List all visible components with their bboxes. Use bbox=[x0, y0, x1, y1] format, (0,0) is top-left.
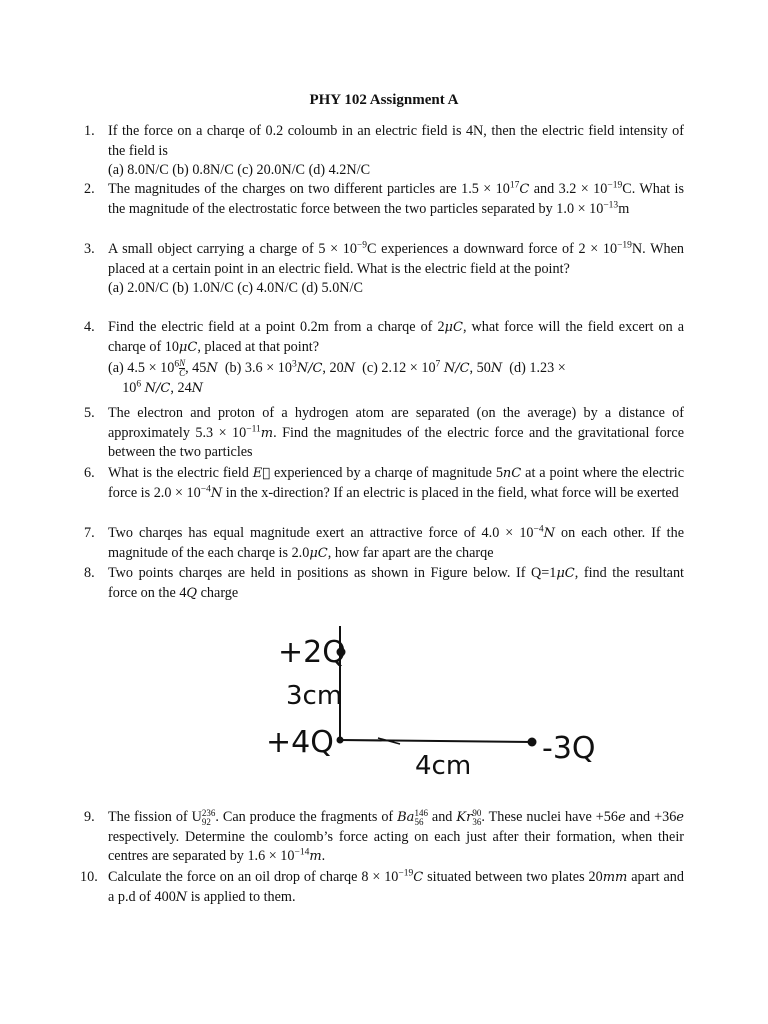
question-10 bbox=[80, 868, 684, 907]
question-7 bbox=[84, 524, 684, 563]
question-text: The fission of U 236 92 . Can produce the fragments of Ba 146 56 and Kr 90 36 . These nuclei have +56e and +36e respectively. Determine the coulomb’s force acting on each just after their formation, when their centres are separated by $1.6 \times 10^{-14}m$. bbox=[108, 807, 684, 864]
question-2 bbox=[84, 180, 684, 219]
question-5 bbox=[84, 404, 684, 463]
question-8 bbox=[84, 564, 684, 603]
question-number: 8. bbox=[84, 565, 95, 581]
question-number: 2. bbox=[84, 181, 95, 197]
bottom-distance-label: 4cm bbox=[415, 751, 472, 781]
answer-options: (a) $4.5 \times 10^6$ $\frac{N}{C}$ , 45N (b) $3.6 \times 10^3N/C$, 20N (c) $2.12 \times 10^7$ N/C, 50N (d) 1.23 × $10^6$ N/C, 24N bbox=[108, 358, 566, 396]
question-text: Calculate the force on an oil drop of charqe $8 \times 10^{-19}C$ situated between two plates 20mm apart and a p.d of 400N is applied to them. bbox=[108, 868, 684, 905]
question-text: If the force on a charqe of 0.2 coloumb in an electric field is 4N, then the electric field intensity of the field is bbox=[108, 123, 684, 159]
answer-options: (a) 8.0N/C (b) 0.8N/C (c) 20.0N/C (d) 4.2N/C bbox=[108, 162, 371, 178]
question-4 bbox=[84, 318, 684, 398]
corner-charge-dot bbox=[337, 737, 344, 744]
side-distance-label: 3cm bbox=[286, 681, 343, 711]
question-number: 6. bbox=[84, 465, 95, 481]
right-charge-label: -3Q bbox=[542, 731, 596, 766]
question-number: 5. bbox=[84, 405, 95, 421]
question-number: 9. bbox=[84, 809, 95, 825]
question-text: The electron and proton of a hydrogen atom are separated (on the average) by a distance of approximately $5.3 \times 10^{-11}m$. Find the magnitudes of the electric force and the gravitational force between the two particles bbox=[108, 405, 684, 460]
page-title: PHY 102 Assignment A bbox=[309, 92, 459, 108]
question-number: 1. bbox=[84, 123, 95, 139]
question-1 bbox=[84, 122, 684, 181]
question-3 bbox=[84, 240, 684, 299]
horizontal-line bbox=[340, 740, 532, 742]
charges-figure bbox=[250, 612, 630, 792]
top-charge-label: +2Q bbox=[278, 635, 346, 670]
question-text: A small object carrying a charge of $5 \times 10^{-9}C$ experiences a downward force of $2 \times 10^{-19}N$. When placed at a certain point in an electric field. What is the electric field at the point? bbox=[108, 240, 684, 277]
question-number: 7. bbox=[84, 525, 95, 541]
question-text: What is the electric field E⃗ experienced by a charqe of magnitude 5nC at a point where the electric force is $2.0 \times 10^{-4}N$ in the x-direction? If an electric is placed in the field, what force will be exerted bbox=[108, 465, 685, 501]
question-number: 10. bbox=[80, 869, 98, 885]
question-text: Two charqes has equal magnitude exert an attractive force of $4.0 \times 10^{-4}N$ on each other. If the magnitude of the each charqe is 2.0μC, how far apart are the charqe bbox=[108, 524, 684, 561]
question-6 bbox=[84, 464, 685, 503]
question-text: Find the electric field at a point 0.2m from a charqe of 2μC, what force will the field excert on a charqe of 10μC, placed at that point? bbox=[108, 319, 684, 355]
question-text: The magnitudes of the charges on two different particles are $1.5 \times 10^{17}C$ and $3.2 \times 10^{-19}C$. What is the magnitude of the electrostatic force between the two particles separated by $1.0 \times 10^{-13}m$ bbox=[108, 180, 684, 217]
right-charge-dot bbox=[528, 738, 537, 747]
corner-charge-label: +4Q bbox=[266, 725, 334, 760]
answer-options: (a) 2.0N/C (b) 1.0N/C (c) 4.0N/C (d) 5.0N/C bbox=[108, 280, 363, 296]
question-9 bbox=[84, 807, 684, 867]
question-text: Two points charqes are held in positions as shown in Figure below. If Q=1μC, find the resultant force on the 4Q charge bbox=[108, 565, 684, 601]
question-number: 3. bbox=[84, 241, 95, 257]
question-number: 4. bbox=[84, 319, 95, 335]
